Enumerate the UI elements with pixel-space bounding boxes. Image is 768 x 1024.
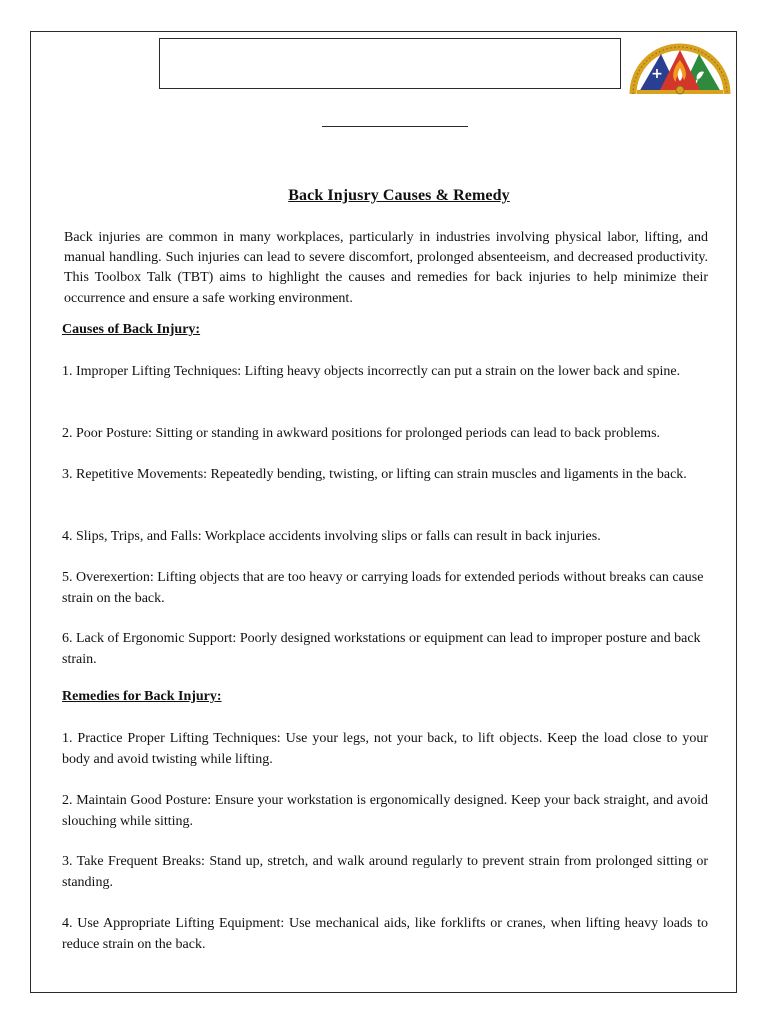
cause-item: 6. Lack of Ergonomic Support: Poorly designed workstations or equipment can lead to improper posture and back strain.	[62, 631, 701, 667]
cause-item: 5. Overexertion: Lifting objects that are too heavy or carrying loads for extended periods without breaks can cause strain on the back.	[62, 570, 704, 606]
remedy-item: 1. Practice Proper Lifting Techniques: Use your legs, not your back, to lift objects. Keep the load close to your body and avoid twisting while lifting.	[62, 731, 708, 767]
document-title: Back Injusry Causes & Remedy	[288, 187, 510, 204]
svg-text:+: +	[651, 66, 663, 82]
header-box	[159, 38, 621, 89]
page-border	[30, 31, 737, 993]
intro-paragraph: Back injuries are common in many workplaces, particularly in industries involving physical labor, lifting, and manual handling. Such injuries can lead to severe discomfort, prolonged absenteeism, and decreased productivity. This Toolbox Talk (TBT) aims to highlight the causes and remedies for back injuries to help minimize their occurrence and ensure a safe working environment.	[64, 230, 708, 306]
safety-emblem-icon	[629, 38, 731, 96]
cause-item: 1. Improper Lifting Techniques: Lifting heavy objects incorrectly can put a strain on the lower back and spine.	[62, 364, 681, 379]
header-rule	[322, 126, 468, 127]
remedy-item: 4. Use Appropriate Lifting Equipment: Use mechanical aids, like forklifts or cranes, when lifting heavy loads to reduce strain on the back.	[62, 916, 708, 952]
remedies-heading: Remedies for Back Injury:	[62, 689, 222, 704]
remedy-item: 2. Maintain Good Posture: Ensure your workstation is ergonomically designed. Keep your back straight, and avoid slouching while sitting.	[62, 793, 708, 829]
causes-heading: Causes of Back Injury:	[62, 322, 201, 337]
cause-item: 2. Poor Posture: Sitting or standing in awkward positions for prolonged periods can lead to back problems.	[62, 426, 661, 441]
remedy-item: 3. Take Frequent Breaks: Stand up, stretch, and walk around regularly to prevent strain from prolonged sitting or standing.	[62, 854, 708, 890]
cause-item: 3. Repetitive Movements: Repeatedly bending, twisting, or lifting can strain muscles and ligaments in the back.	[62, 467, 687, 482]
cause-item: 4. Slips, Trips, and Falls: Workplace accidents involving slips or falls can result in back injuries.	[62, 529, 601, 544]
